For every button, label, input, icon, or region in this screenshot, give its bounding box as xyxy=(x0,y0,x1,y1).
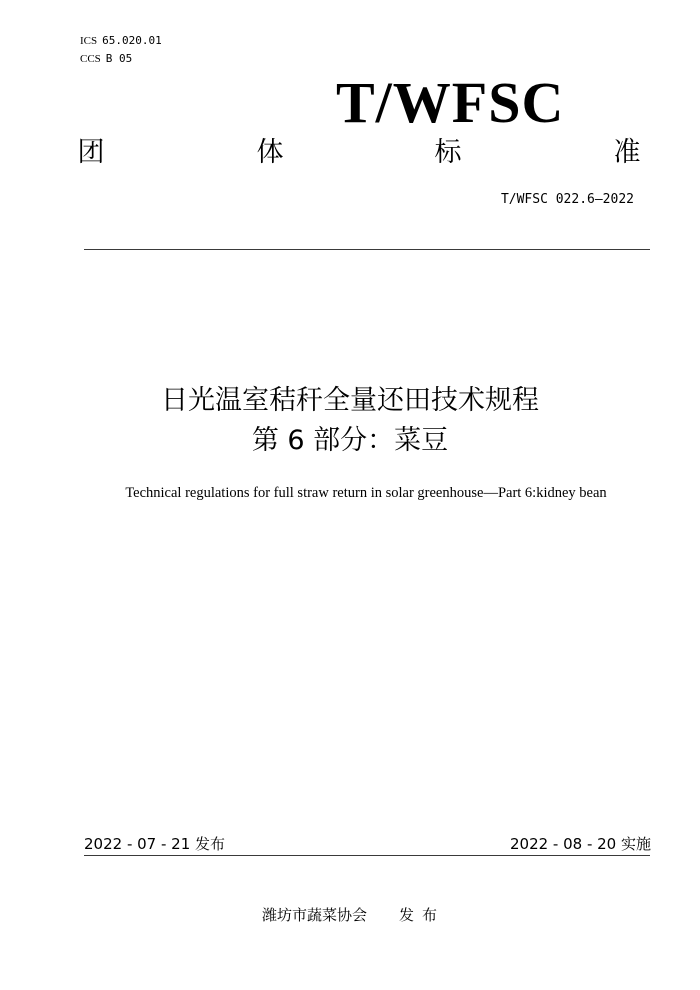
ics-code: 65.020.01 xyxy=(102,34,162,47)
publisher-name: 潍坊市蔬菜协会 xyxy=(262,906,368,924)
title-chinese-part: 第 6 部分：菜豆 xyxy=(251,425,449,456)
ccs-code: B 05 xyxy=(105,52,133,65)
ics-label: ICS xyxy=(80,35,98,47)
standard-brand-logo: T/WFSC xyxy=(336,70,565,135)
standard-number: T/WFSC 022.6—2022 xyxy=(500,192,634,207)
footer-divider xyxy=(84,855,650,856)
standard-kind-char: 标 xyxy=(434,137,462,168)
standard-kind-char: 团 xyxy=(77,137,105,168)
publisher-issue-label: 发布 xyxy=(399,906,446,924)
release-date: 2022 - 07 - 21 发布 xyxy=(84,835,226,853)
standard-kind-char: 体 xyxy=(256,137,284,168)
ics-classification xyxy=(80,34,162,48)
publisher-line xyxy=(262,905,445,925)
title-chinese-main: 日光温室秸秆全量还田技术规程 xyxy=(161,385,539,416)
standard-kind-char: 准 xyxy=(613,137,641,168)
header-divider xyxy=(84,249,650,250)
ccs-label: CCS xyxy=(80,53,101,65)
title-english: Technical regulations for full straw return in solar greenhouse—Part 6:kidney bean xyxy=(125,485,607,501)
ccs-classification xyxy=(80,52,132,66)
implementation-date: 2022 - 08 - 20 实施 xyxy=(509,835,651,853)
